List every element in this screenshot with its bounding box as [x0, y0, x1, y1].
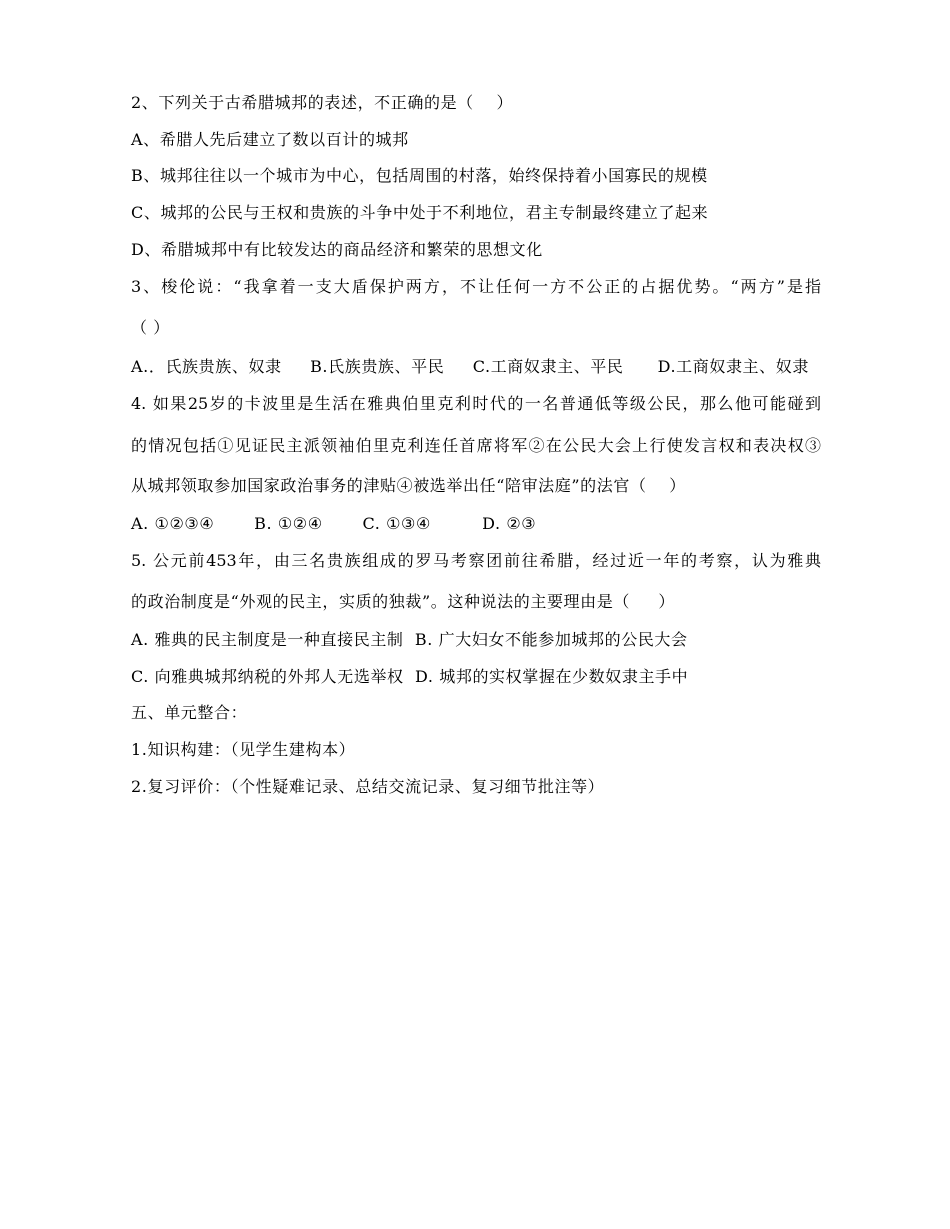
question-5-stem-line-1: 5. 公元前453年，由三名贵族组成的罗马考察团前往希腊，经过近一年的考察，认为雅典: [131, 551, 821, 570]
section-5-heading: 五、单元整合：: [131, 703, 248, 722]
question-2-option-a: A、希腊人先后建立了数以百计的城邦: [131, 130, 409, 149]
question-4-stem-line-1: 4. 如果25岁的卡波里是生活在雅典伯里克利时代的一名普通低等级公民，那么他可能碰到: [131, 394, 821, 413]
question-4-stem-line-3: 从城邦领取参加国家政治事务的津贴④被选举出任“陪审法庭”的法官（ ）: [131, 476, 686, 495]
question-5-options-line-1: A. 雅典的民主制度是一种直接民主制 B. 广大妇女不能参加城邦的公民大会: [131, 630, 688, 649]
question-5-stem-line-2: 的政治制度是“外观的民主，实质的独裁”。这种说法的主要理由是（ ）: [131, 592, 675, 611]
question-5-options-line-2: C. 向雅典城邦纳税的外邦人无选举权 D. 城邦的实权掌握在少数奴隶主手中: [131, 667, 689, 686]
section-5-item-2: 2.复习评价：（个性疑难记录、总结交流记录、复习细节批注等）: [131, 777, 605, 796]
question-2-stem: 2、下列关于古希腊城邦的表述，不正确的是（ ）: [131, 93, 514, 112]
question-2-option-d: D、希腊城邦中有比较发达的商品经济和繁荣的思想文化: [131, 240, 543, 259]
question-2-option-b: B、城邦往往以一个城市为中心，包括周围的村落，始终保持着小国寡民的规模: [131, 166, 708, 185]
question-2-option-c: C、城邦的公民与王权和贵族的斗争中处于不利地位，君主专制最终建立了起来: [131, 203, 709, 222]
question-3-options: A.．氏族贵族、奴隶 B.氏族贵族、平民 C.工商奴隶主、平民 D.工商奴隶主、奴隶: [131, 357, 809, 376]
question-3-stem-line-1: 3、梭伦说：“我拿着一支大盾保护两方，不让任何一方不公正的占据优势。“两方”是指: [131, 277, 821, 296]
section-5-item-1: 1.知识构建：（见学生建构本）: [131, 740, 356, 759]
question-4-stem-line-2: 的情况包括①见证民主派领袖伯里克利连任首席将军②在公民大会上行使发言权和表决权③: [131, 436, 821, 455]
question-3-stem-line-2: （ ）: [131, 318, 170, 337]
question-4-options: A. ①②③④ B. ①②④ C. ①③④ D. ②③: [131, 514, 537, 533]
